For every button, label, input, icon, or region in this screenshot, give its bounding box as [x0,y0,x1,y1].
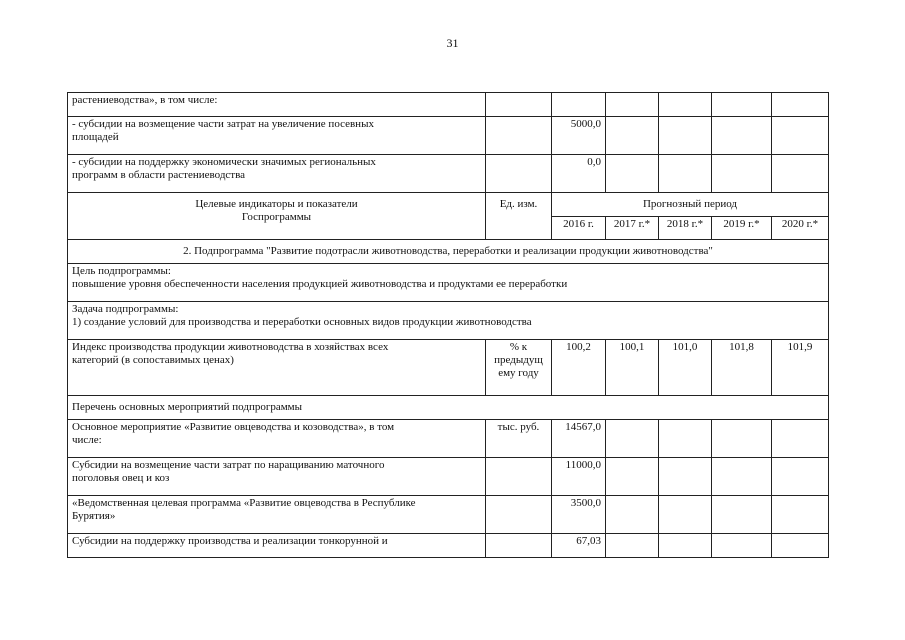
page-number: 31 [446,36,459,50]
measures-row [68,396,829,420]
header-year-2016: 2016 г. [552,217,606,240]
value-2017 [606,117,659,155]
subprogram-title: 2. Подпрограмма "Развитие подотрасли животноводства, переработки и реализации продукции животноводства" [68,240,829,264]
subprogram-row [68,240,829,264]
value-2020 [772,93,829,117]
value-2019 [712,458,772,496]
header-row [68,193,829,217]
value-2016 [552,93,606,117]
indicators-table [67,92,829,558]
value-2016: 3500,0 [552,496,606,534]
header-year-2017: 2017 г.* [606,217,659,240]
measures-title: Перечень основных мероприятий подпрограммы [68,396,829,420]
row-name: Субсидии на возмещение части затрат по наращиванию маточного поголовья овец и коз [68,458,486,496]
value-2018 [659,93,712,117]
header-year-2018: 2018 г.* [659,217,712,240]
value-2020 [772,534,829,558]
row-unit [486,458,552,496]
row-unit [486,155,552,193]
row-unit: тыс. руб. [486,420,552,458]
goal-row [68,264,829,302]
row-name: Основное мероприятие «Развитие овцеводства и козоводства», в том числе: [68,420,486,458]
value-2018 [659,420,712,458]
value-2016: 100,2 [552,340,606,396]
value-2017 [606,496,659,534]
value-2018 [659,458,712,496]
value-2020 [772,458,829,496]
header-year-2020: 2020 г.* [772,217,829,240]
value-2017 [606,420,659,458]
header-unit: Ед. изм. [486,193,552,240]
value-2017 [606,93,659,117]
value-2020 [772,117,829,155]
value-2016: 5000,0 [552,117,606,155]
value-2020 [772,496,829,534]
table-row [68,155,829,193]
subprogram-goal: Цель подпрограммы: повышение уровня обеспеченности населения продукцией животноводства и продуктами ее переработки [68,264,829,302]
value-2016: 67,03 [552,534,606,558]
value-2018 [659,155,712,193]
header-indicators: Целевые индикаторы и показатели Госпрограммы [68,193,486,240]
row-name: Субсидии на поддержку производства и реализации тонкорунной и [68,534,486,558]
value-2019 [712,155,772,193]
table-row [68,117,829,155]
value-2019 [712,534,772,558]
value-2019: 101,8 [712,340,772,396]
task-row [68,302,829,340]
value-2018 [659,496,712,534]
value-2016: 14567,0 [552,420,606,458]
value-2016: 0,0 [552,155,606,193]
value-2017 [606,458,659,496]
value-2018 [659,117,712,155]
row-name: растениеводства», в том числе: [68,93,486,117]
header-year-2019: 2019 г.* [712,217,772,240]
row-unit [486,117,552,155]
value-2020 [772,155,829,193]
value-2017 [606,155,659,193]
row-name: - субсидии на возмещение части затрат на увеличение посевных площадей [68,117,486,155]
value-2019 [712,420,772,458]
value-2018 [659,534,712,558]
value-2019 [712,496,772,534]
value-2019 [712,93,772,117]
row-name: - субсидии на поддержку экономически значимых региональных программ в области растениеводства [68,155,486,193]
header-forecast: Прогнозный период [552,193,829,217]
table-row [68,420,829,458]
value-2019 [712,117,772,155]
value-2018: 101,0 [659,340,712,396]
row-unit [486,93,552,117]
value-2020: 101,9 [772,340,829,396]
table-row [68,458,829,496]
table-row [68,534,829,558]
row-unit [486,496,552,534]
value-2017: 100,1 [606,340,659,396]
table-row [68,340,829,396]
subprogram-task: Задача подпрограммы: 1) создание условий для производства и переработки основных видов продукции животноводства [68,302,829,340]
row-unit: % к предыдущ ему году [486,340,552,396]
row-name: Индекс производства продукции животноводства в хозяйствах всех категорий (в сопоставимых ценах) [68,340,486,396]
row-unit [486,534,552,558]
table-row [68,496,829,534]
row-name: «Ведомственная целевая программа «Развитие овцеводства в Республике Бурятия» [68,496,486,534]
value-2016: 11000,0 [552,458,606,496]
table-row [68,93,829,117]
value-2017 [606,534,659,558]
value-2020 [772,420,829,458]
